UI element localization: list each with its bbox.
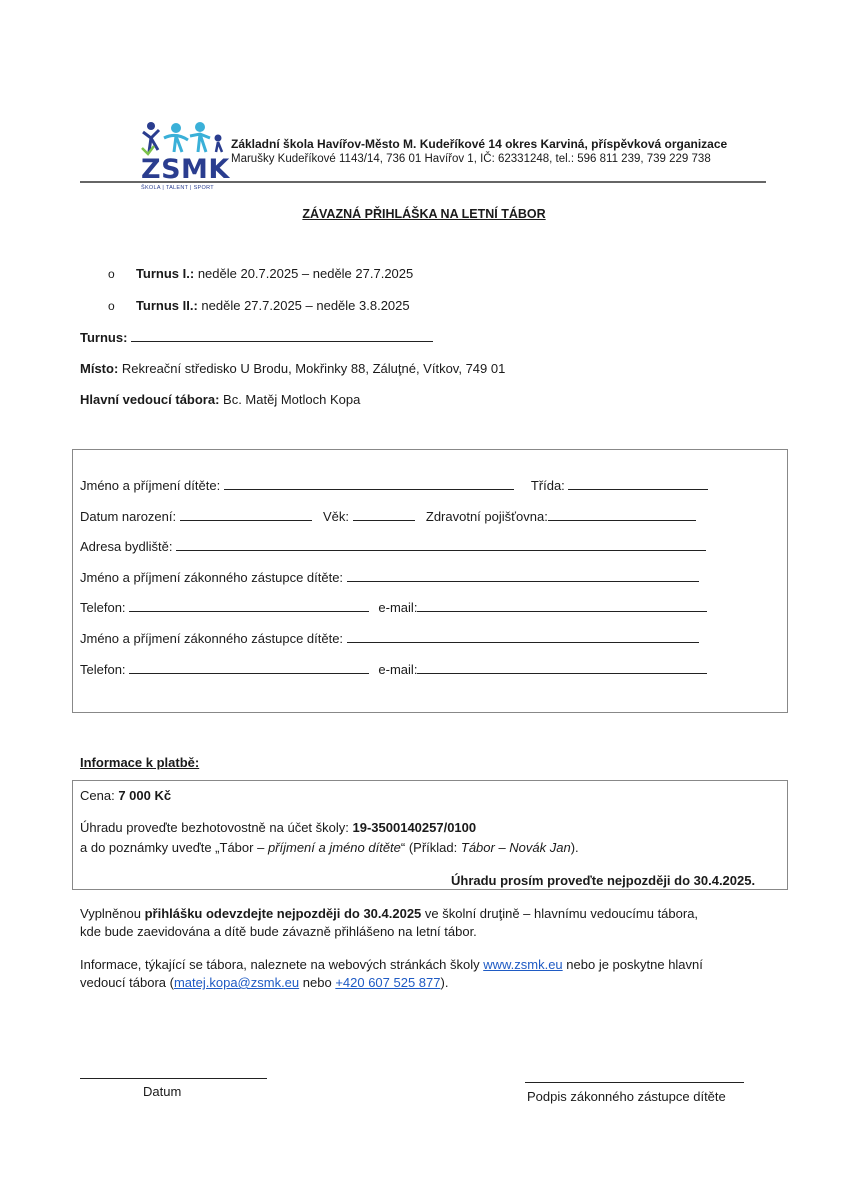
- info-paragraph-line2: [80, 975, 448, 990]
- location-label: Místo:: [80, 361, 119, 376]
- signature-label: Podpis zákonného zástupce dítěte: [527, 1089, 726, 1104]
- note-mid: “ (Příklad:: [400, 840, 461, 855]
- bullet-icon: o: [108, 267, 115, 281]
- price-row: [80, 788, 171, 803]
- submit-paragraph-line1: [80, 906, 698, 921]
- class-label: Třída:: [530, 478, 565, 493]
- guardian-signature-line[interactable]: [525, 1082, 744, 1083]
- class-field[interactable]: [568, 477, 708, 490]
- turnus-option-2[interactable]: [108, 298, 410, 313]
- guardian1-row: [80, 569, 699, 585]
- account-number: 19-3500140257/0100: [352, 820, 477, 835]
- header-divider: [80, 181, 766, 183]
- child-name-label: Jméno a příjmení dítěte:: [80, 478, 221, 493]
- info-paragraph-line1: [80, 957, 703, 972]
- guardian2-label: Jméno a příjmení zákonného zástupce dítěte:: [80, 631, 344, 646]
- note-prefix: a do poznámky uveďte „Tábor –: [80, 840, 268, 855]
- info-a: Informace, týkající se tábora, naleznete na webových stránkách školy: [80, 957, 484, 972]
- info-c: vedoucí tábora (: [80, 975, 174, 990]
- turnus-input-line[interactable]: [131, 329, 433, 342]
- email2-label: e-mail:: [378, 662, 418, 677]
- phone1-field[interactable]: [129, 599, 369, 612]
- submit-a: Vyplněnou: [80, 906, 145, 921]
- submit-c: ve školní druţině – hlavnímu vedoucímu tábora,: [421, 906, 699, 921]
- birth-date-field[interactable]: [180, 508, 312, 521]
- leader-row: [80, 392, 360, 407]
- phone-link[interactable]: +420 607 525 877: [335, 975, 441, 990]
- website-link[interactable]: www.zsmk.eu: [483, 957, 563, 972]
- note-example: Tábor – Novák Jan: [460, 840, 571, 855]
- address-label: Adresa bydliště:: [80, 539, 173, 554]
- note-italic: příjmení a jméno dítěte: [267, 840, 401, 855]
- guardian2-field[interactable]: [347, 630, 699, 643]
- child-name-field[interactable]: [224, 477, 514, 490]
- turnus-option-1[interactable]: [108, 266, 413, 281]
- school-name: Základní škola Havířov-Město M. Kudeříkové 14 okres Karviná, příspěvková organizace: [231, 137, 728, 151]
- guardian2-row: [80, 630, 699, 646]
- date-label: Datum: [143, 1084, 182, 1099]
- turnus-label: Turnus I.:: [135, 266, 195, 281]
- age-label: Věk:: [322, 509, 349, 524]
- info-b: nebo je poskytne hlavní: [562, 957, 703, 972]
- location-row: [80, 361, 505, 376]
- phone1-label: Telefon:: [80, 600, 126, 615]
- price-value: 7 000 Kč: [118, 788, 172, 803]
- phone2-label: Telefon:: [80, 662, 126, 677]
- info-d: nebo: [299, 975, 336, 990]
- birth-date-label: Datum narození:: [80, 509, 177, 524]
- age-field[interactable]: [353, 508, 415, 521]
- guardian1-label: Jméno a příjmení zákonného zástupce dítěte:: [80, 570, 344, 585]
- turnus-field[interactable]: [80, 329, 433, 345]
- price-label: Cena:: [80, 788, 119, 803]
- logo-tagline: ŠKOLA | TALENT | SPORT: [141, 185, 214, 191]
- transfer-row: [80, 820, 476, 835]
- page-title: ZÁVAZNÁ PŘIHLÁŠKA NA LETNÍ TÁBOR: [302, 207, 546, 221]
- email2-field[interactable]: [417, 661, 707, 674]
- turnus-dates: neděle 27.7.2025 – neděle 3.8.2025: [197, 298, 410, 313]
- email1-label: e-mail:: [378, 600, 418, 615]
- transfer-text: Úhradu proveďte bezhotovostně na účet školy:: [80, 820, 353, 835]
- turnus-dates: neděle 20.7.2025 – neděle 27.7.2025: [194, 266, 414, 281]
- address-row: [80, 538, 706, 554]
- payment-heading: Informace k platbě:: [80, 755, 200, 770]
- contact1-row: [80, 599, 707, 615]
- email-link[interactable]: matej.kopa@zsmk.eu: [173, 975, 300, 990]
- submit-b: přihlášku odevzdejte nejpozději do 30.4.2025: [144, 906, 422, 921]
- leader-label: Hlavní vedoucí tábora:: [80, 392, 220, 407]
- phone2-field[interactable]: [129, 661, 369, 674]
- email1-field[interactable]: [417, 599, 707, 612]
- payment-deadline: Úhradu prosím proveďte nejpozději do 30.4.2025.: [451, 873, 756, 888]
- school-address: Marušky Kudeříkové 1143/14, 736 01 Havířov 1, IČ: 62331248, tel.: 596 811 239, 739 229 738: [231, 153, 711, 165]
- child-name-row: [80, 477, 708, 493]
- leader-value: Bc. Matěj Motloch Kopa: [219, 392, 361, 407]
- turnus-label: Turnus II.:: [135, 298, 198, 313]
- birth-row: [80, 508, 696, 524]
- turnus-field-label: Turnus:: [80, 330, 128, 345]
- insurance-label: Zdravotní pojišťovna:: [425, 509, 548, 524]
- note-suffix: ).: [570, 840, 579, 855]
- bullet-icon: o: [108, 299, 115, 313]
- logo-text: ZSMK: [141, 154, 230, 185]
- insurance-field[interactable]: [548, 508, 696, 521]
- address-field[interactable]: [176, 538, 706, 551]
- note-row: [80, 840, 579, 855]
- guardian1-field[interactable]: [347, 569, 699, 582]
- info-e: ).: [440, 975, 449, 990]
- submit-paragraph-line2: kde bude zaevidována a dítě bude závazně přihlášeno na letní tábor.: [80, 924, 477, 939]
- contact2-row: [80, 661, 707, 677]
- location-value: Rekreační středisko U Brodu, Mokřinky 88, Záluţné, Vítkov, 749 01: [118, 361, 506, 376]
- date-signature-line[interactable]: [80, 1078, 267, 1079]
